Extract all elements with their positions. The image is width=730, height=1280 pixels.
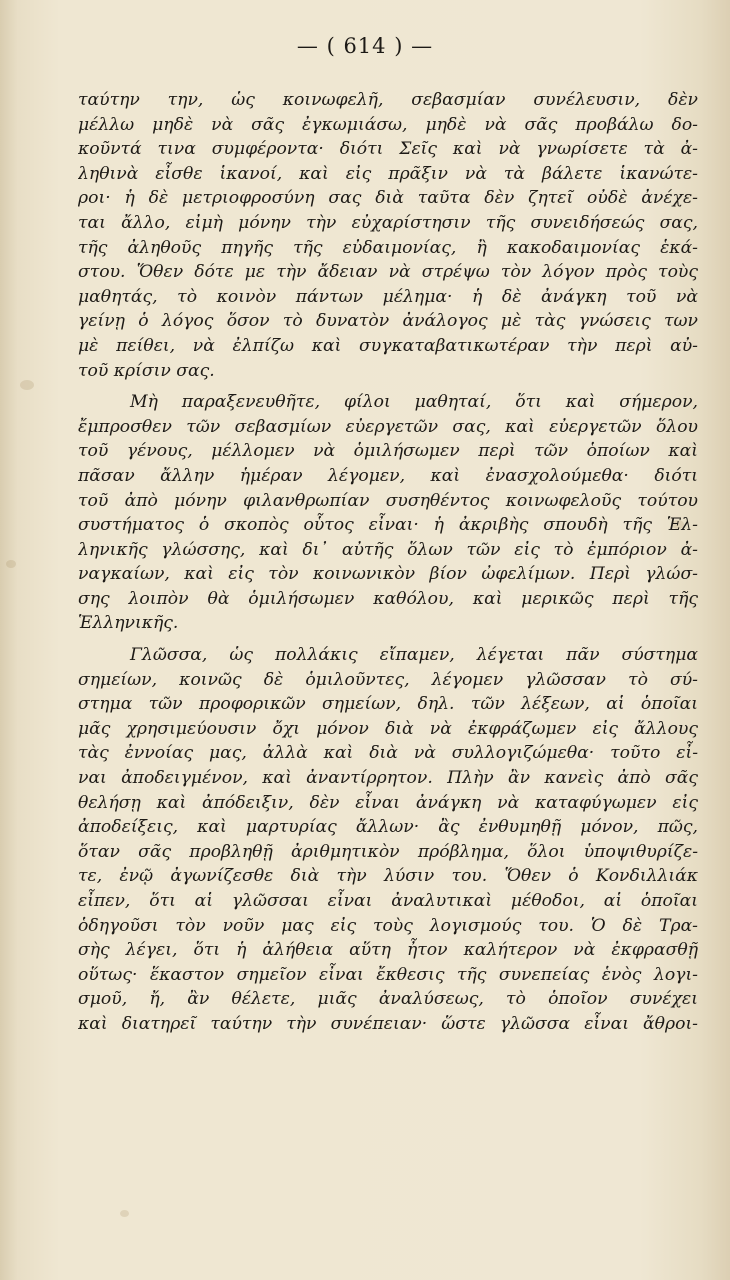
text-line: ναγκαίων, καὶ εἰς τὸν κοινωνικὸν βίον ὠφελίμων. Περὶ γλώσ- [78, 564, 698, 585]
text-line: εἶπεν, ὅτι αἱ γλῶσσαι εἶναι ἀναλυτικαὶ μέθοδοι, αἱ ὁποῖαι [78, 891, 698, 911]
text-line: στου. Ὅθεν δότε με τὴν ἄδειαν νὰ στρέψω τὸν λόγον πρὸς τοὺς [78, 262, 698, 283]
paragraph [78, 88, 698, 383]
text-line: κοῦντά τινα συμφέροντα· διότι Σεῖς καὶ νὰ γνωρίσετε τὰ ἀ- [78, 139, 698, 160]
text-line: τε, ἐνῷ ἀγωνίζεσθε διὰ τὴν λύσιν του. Ὅθεν ὁ Κονδιλλιάκ [78, 866, 698, 887]
paper-stain [6, 560, 16, 568]
text-line: ναι ἀποδειγμένον, καὶ ἀναντίρρητον. Πλὴν ἂν κανεὶς ἀπὸ σᾶς [78, 768, 698, 789]
text-line: ἔμπροσθεν τῶν σεβασμίων εὐεργετῶν σας, καὶ εὐεργετῶν ὅλου [78, 416, 698, 437]
text-line: Γλῶσσα, ὡς πολλάκις εἴπαμεν, λέγεται πᾶν σύστημα [130, 645, 698, 666]
body-text [78, 88, 698, 1037]
text-line: σμοῦ, ἤ, ἂν θέλετε, μιᾶς ἀναλύσεως, τὸ ὁποῖον συνέχει [78, 989, 698, 1010]
text-line: τοῦ κρίσιν σας. [78, 360, 215, 381]
text-line: θελήσῃ καὶ ἀπόδειξιν, δὲν εἶναι ἀνάγκη νὰ καταφύγωμεν εἰς [78, 792, 698, 813]
text-line: μὲ πείθει, νὰ ἐλπίζω καὶ συγκαταβατικωτέραν τὴν περὶ αὐ- [78, 335, 698, 356]
text-line: ταύτην την, ὡς κοινωφελῆ, σεβασμίαν συνέλευσιν, δὲν [78, 90, 698, 110]
text-line: μᾶς χρησιμεύουσιν ὄχι μόνον διὰ νὰ ἐκφράζωμεν εἰς ἄλλους [78, 718, 698, 739]
text-line: ροι· ἡ δὲ μετριοφροσύνη σας διὰ ταῦτα δὲν ζητεῖ οὐδὲ ἀνέχε- [78, 188, 698, 209]
text-line: καὶ διατηρεῖ ταύτην τὴν συνέπειαν· ὥστε γλῶσσα εἶναι ἄθροι- [78, 1013, 698, 1034]
text-line: στημα τῶν προφορικῶν σημείων, δηλ. τῶν λέξεων, αἱ ὁποῖαι [78, 694, 698, 715]
paper-stain [120, 1210, 129, 1217]
text-line: τῆς ἀληθοῦς πηγῆς τῆς εὐδαιμονίας, ἢ κακοδαιμονίας ἑκά- [78, 237, 698, 258]
page-number-header: — ( 614 ) — [296, 34, 434, 58]
text-line: ληθινὰ εἶσθε ἱκανοί, καὶ εἰς πρᾶξιν νὰ τὰ βάλετε ἱκανώτε- [78, 163, 698, 184]
paragraph [78, 390, 698, 636]
paragraph-gap [78, 636, 698, 643]
text-line: μαθητάς, τὸ κοινὸν πάντων μέλημα· ἡ δὲ ἀνάγκη τοῦ νὰ [78, 286, 698, 307]
text-line: ἀποδείξεις, καὶ μαρτυρίας ἄλλων· ἂς ἐνθυμηθῇ μόνον, πῶς, [78, 817, 698, 838]
text-line: τοῦ ἀπὸ μόνην φιλανθρωπίαν συσηθέντος κοινωφελοῦς τούτου [78, 490, 698, 511]
text-line: σης λοιπὸν θὰ ὁμιλήσωμεν καθόλου, καὶ μερικῶς περὶ τῆς [78, 588, 698, 609]
text-line: ται ἄλλο, εἰμὴ μόνην τὴν εὐχαρίστησιν τῆς συνειδήσεώς σας, [78, 212, 698, 233]
text-line: Ἑλληνικῆς. [78, 613, 179, 634]
paper-stain [20, 380, 34, 390]
paragraph-gap [78, 383, 698, 390]
text-line: γείνῃ ὁ λόγος ὅσον τὸ δυνατὸν ἀνάλογος μὲ τὰς γνώσεις των [78, 311, 698, 332]
text-line: Μὴ παραξενευθῆτε, φίλοι μαθηταί, ὅτι καὶ σήμερον, [130, 392, 698, 413]
text-line: ληνικῆς γλώσσης, καὶ δι᾽ αὐτῆς ὅλων τῶν εἰς τὸ ἐμπόριον ἀ- [78, 539, 698, 560]
text-line: σὴς λέγει, ὅτι ἡ ἀλήθεια αὕτη ἦτον καλήτερον νὰ ἐκφρασθῇ [78, 940, 698, 961]
paragraph [78, 643, 698, 1037]
text-line: πᾶσαν ἄλλην ἡμέραν λέγομεν, καὶ ἐνασχολούμεθα· διότι [78, 465, 698, 486]
text-line: τοῦ γένους, μέλλομεν νὰ ὁμιλήσωμεν περὶ τῶν ὁποίων καὶ [78, 441, 698, 462]
text-line: ὁδηγοῦσι τὸν νοῦν μας εἰς τοὺς λογισμούς του. Ὁ δὲ Τρα- [78, 915, 698, 936]
text-line: συστήματος ὁ σκοπὸς οὗτος εἶναι· ἡ ἀκριβὴς σπουδὴ τῆς Ἑλ- [78, 515, 698, 536]
text-line: σημείων, κοινῶς δὲ ὁμιλοῦντες, λέγομεν γλῶσσαν τὸ σύ- [78, 669, 698, 690]
text-line: μέλλω μηδὲ νὰ σᾶς ἐγκωμιάσω, μηδὲ νὰ σᾶς προβάλω δο- [78, 114, 698, 135]
text-line: τὰς ἐννοίας μας, ἀλλὰ καὶ διὰ νὰ συλλογιζώμεθα· τοῦτο εἶ- [78, 743, 698, 764]
text-line: οὕτως· ἕκαστον σημεῖον εἶναι ἔκθεσις τῆς συνεπείας ἑνὸς λογι- [78, 964, 698, 985]
text-line: ὅταν σᾶς προβληθῇ ἀριθμητικὸν πρόβλημα, ὅλοι ὑποψιθυρίζε- [78, 841, 698, 862]
